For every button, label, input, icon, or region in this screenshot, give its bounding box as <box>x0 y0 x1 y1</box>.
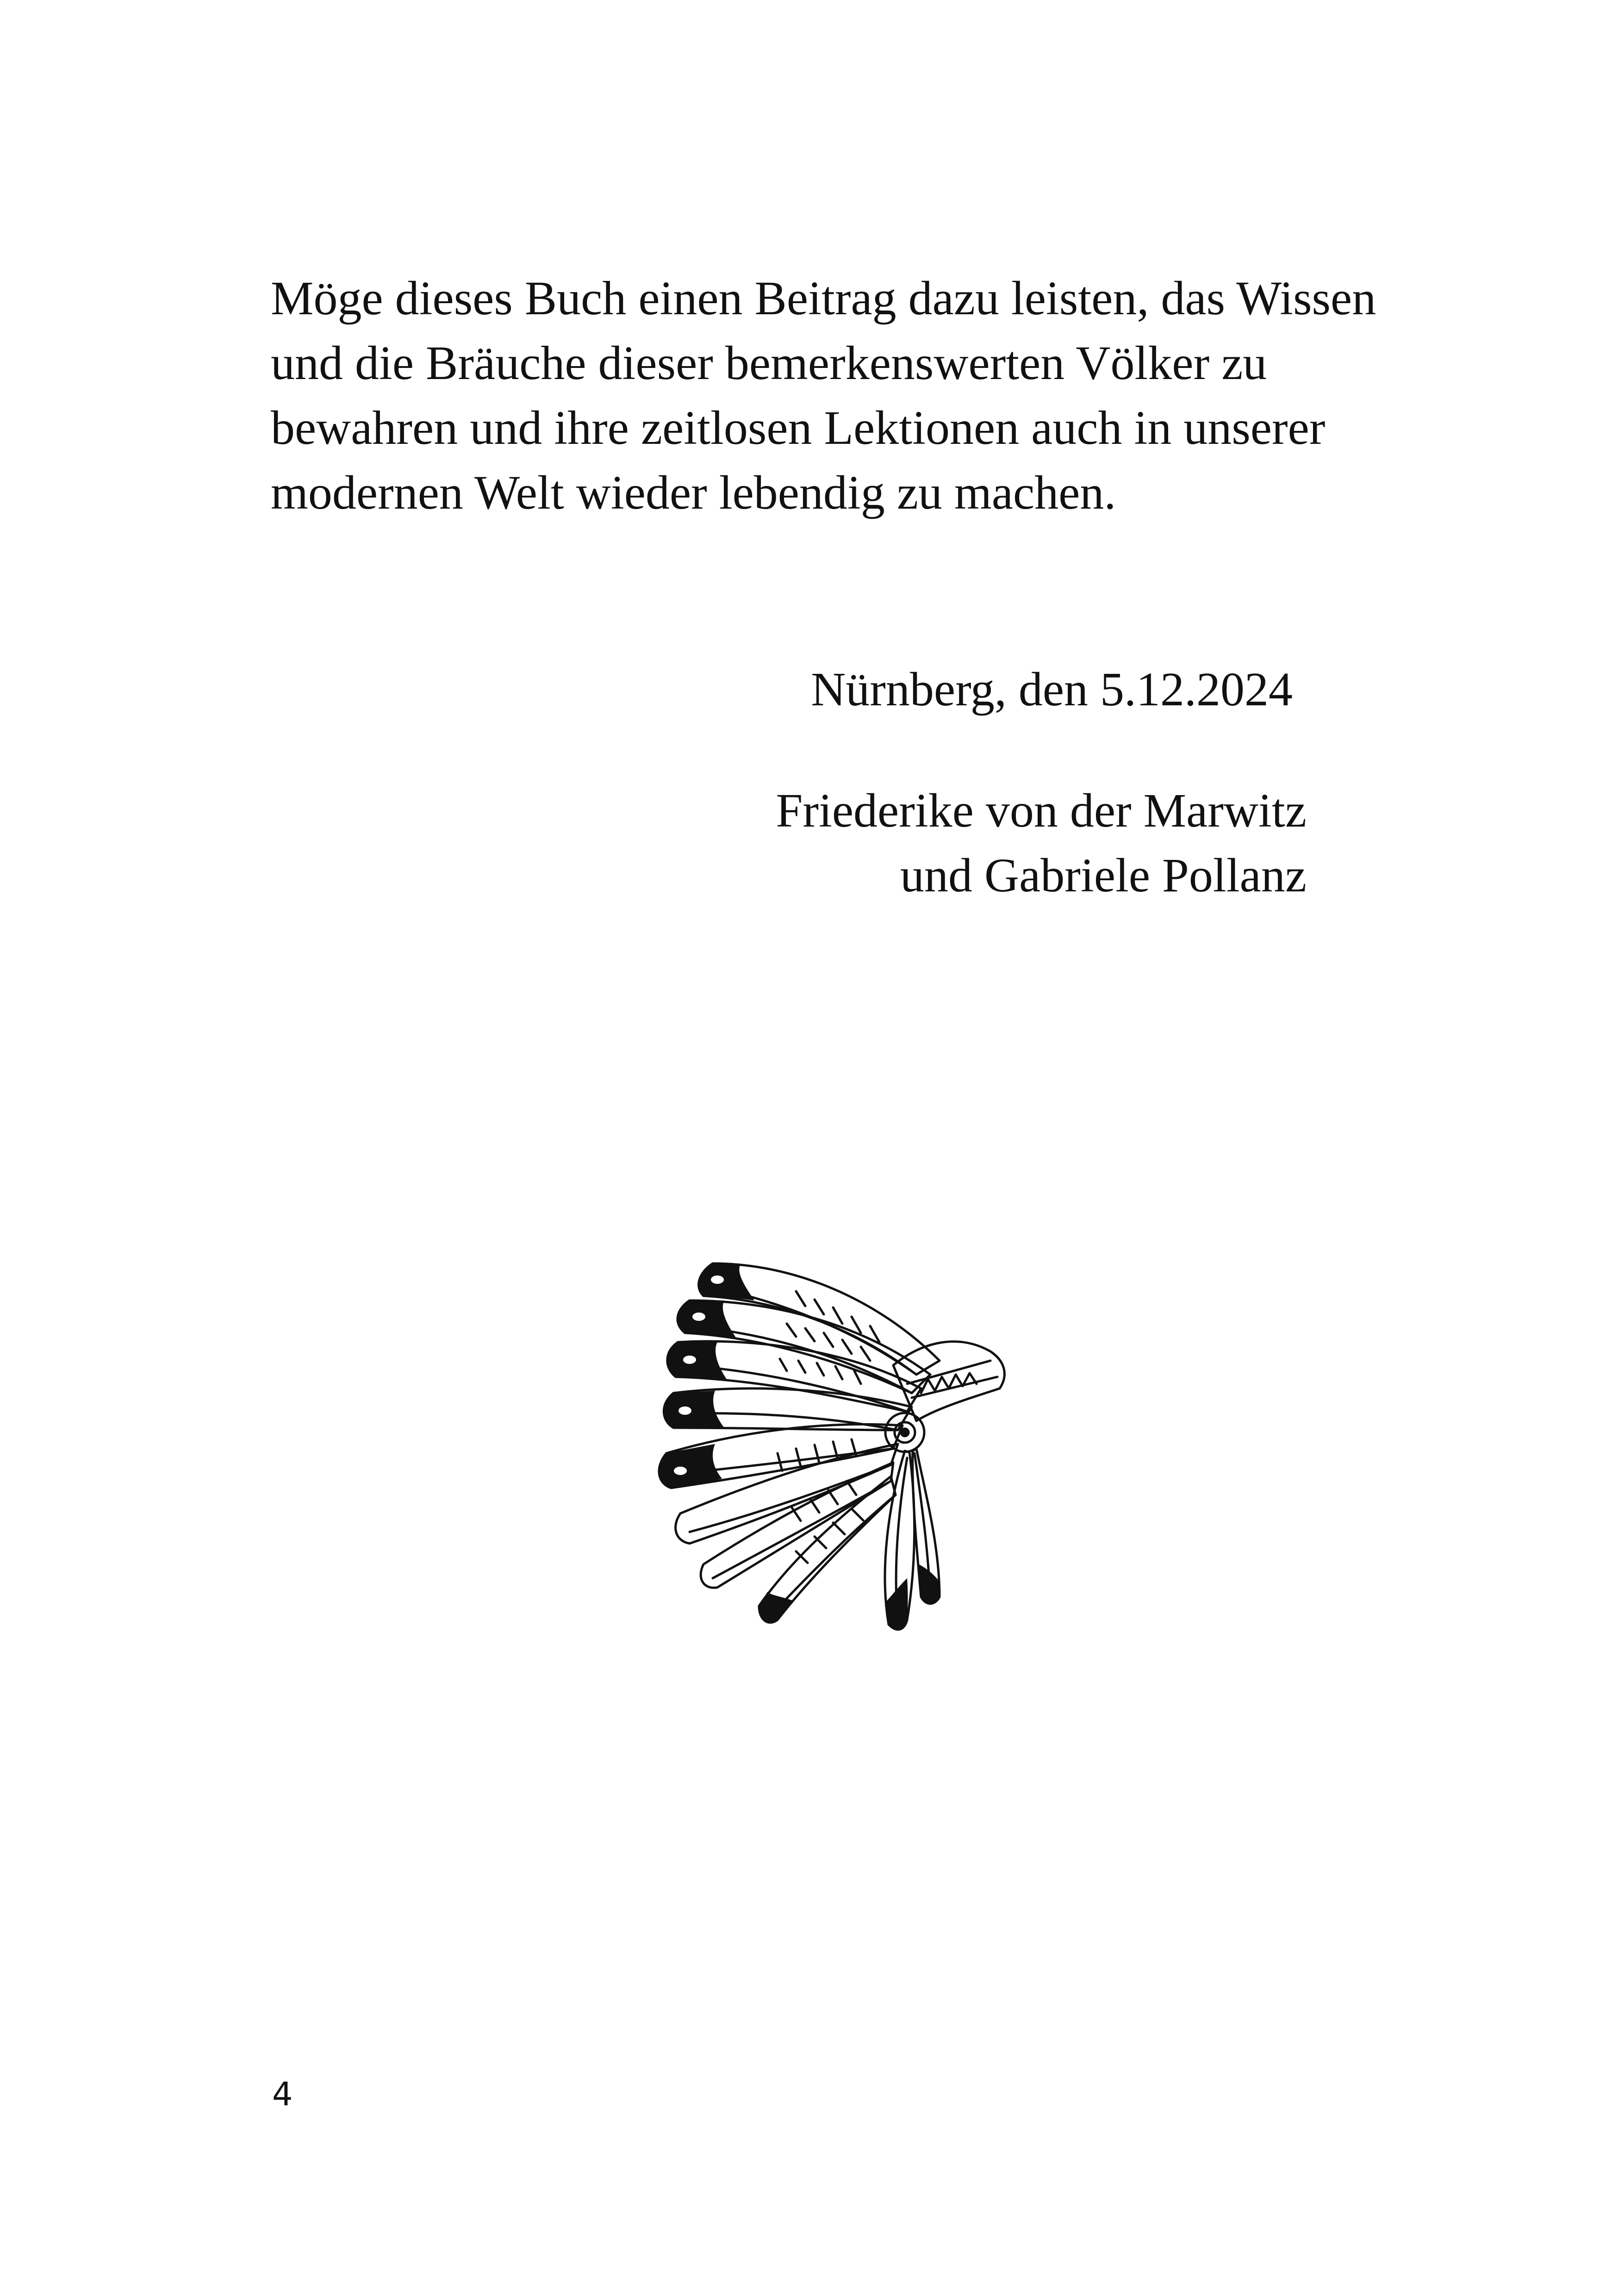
paragraph-line: Möge dieses Buch einen Beitrag dazu leisten, das Wissen <box>271 272 1376 325</box>
paragraph-line: modernen Welt wieder lebendig zu machen. <box>271 466 1116 519</box>
author-line-2: und Gabriele Pollanz <box>900 849 1307 902</box>
paragraph-line: bewahren und ihre zeitlosen Lektionen auch in unserer <box>271 401 1326 454</box>
paragraph-line: und die Bräuche dieser bemerkenswerten Völker zu <box>271 336 1267 390</box>
feather-headdress-icon <box>620 1245 1037 1736</box>
author-signature <box>776 778 1307 908</box>
page-number: 4 <box>272 2075 293 2113</box>
closing-paragraph <box>271 266 1382 525</box>
place-date: Nürnberg, den 5.12.2024 <box>811 663 1293 716</box>
author-line-1: Friederike von der Marwitz <box>776 784 1307 837</box>
